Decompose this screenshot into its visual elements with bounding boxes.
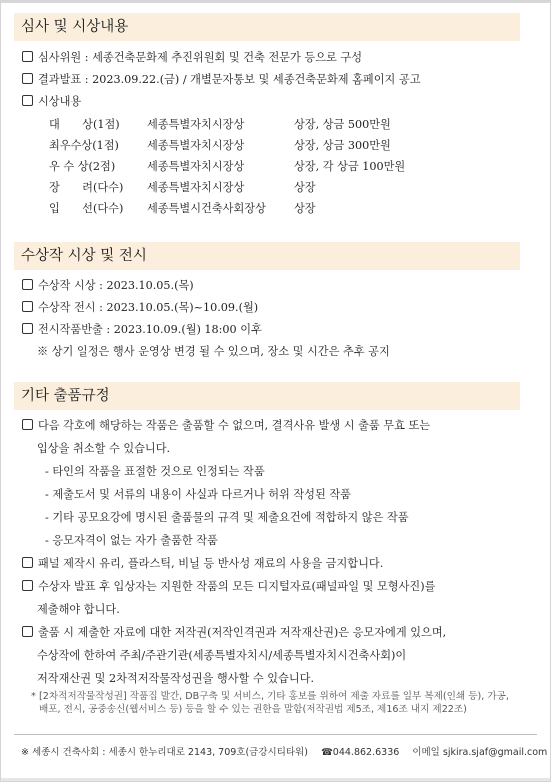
section-title-rules: 기타 출품규정: [14, 382, 520, 410]
checkbox-icon: [22, 51, 33, 62]
exhibition-bullet-return: 전시작품반출 : 2023.10.09.(월) 18:00 이후: [22, 322, 262, 338]
checkbox-icon: [22, 557, 33, 568]
exhibition-bullet-display: 수상작 전시 : 2023.10.05.(목)~10.09.(월): [22, 300, 258, 316]
checkbox-icon: [22, 323, 33, 334]
award-sponsor: 세종특별자치시장상: [147, 118, 245, 131]
bottom-border: [1, 778, 550, 781]
exhibition-note: ※ 상기 일정은 행사 운영상 변경 될 수 있으며, 장소 및 시간은 추후 공지: [37, 345, 390, 358]
copyright-footnote: [31, 691, 517, 716]
checkbox-icon: [22, 626, 33, 637]
footer-phone: ☎044.862.6336: [320, 747, 400, 758]
rules-bullet-materials: 패널 제작시 유리, 플라스틱, 비닐 등 반사성 재료의 사용을 금지합니다.: [22, 556, 383, 572]
footnote-mark: *: [31, 691, 36, 702]
footer-email[interactable]: 이메일 sjkira.sjaf@gmail.com: [412, 747, 548, 758]
rules-bullet-digital-cont: 제출해야 합니다.: [37, 603, 120, 616]
rules-bullet-copyright-cont: 수상작에 한하여 주최/주관기관(세종특별자치시/세종특별자치시건축사회)이: [37, 649, 407, 662]
exhibition-bullet-ceremony: 수상작 시상 : 2023.10.05.(목): [22, 278, 194, 294]
award-prize: 상장, 각 상금 100만원: [294, 160, 406, 173]
section-title-review: 심사 및 시상내용: [14, 13, 520, 41]
review-bullet-results: 결과발표 : 2023.09.22.(금) / 개별문자통보 및 세종건축문화제 홈페이지 공고: [22, 72, 421, 88]
rules-bullet-digital: 수상자 발표 후 입상자는 지원한 작품의 모든 디지털자료(패널파일 및 모형사진)를: [22, 579, 435, 595]
award-sponsor: 세종특별자치시장상: [147, 139, 245, 152]
award-sponsor: 세종특별시건축사회장상: [147, 202, 266, 215]
rules-sub-item: - 타인의 작품을 표절한 것으로 인정되는 작품: [45, 465, 265, 478]
award-name: 장 려(다수): [49, 181, 124, 194]
rules-bullet-copyright-cont: 저작재산권 및 2차적저작물작성권을 행사할 수 있습니다.: [37, 672, 315, 685]
award-name: 우 수 상(2점): [49, 160, 116, 173]
award-prize: 상장, 상금 300만원: [294, 139, 391, 152]
rules-sub-item: - 제출도서 및 서류의 내용이 사실과 다르거나 허위 작성된 작품: [45, 488, 351, 501]
footer-org: ※ 세종시 건축사회 : 세종시 한누리대로 2143, 709호(금강시티타워): [21, 747, 308, 758]
review-bullet-judges: 심사위원 : 세종건축문화제 추진위원회 및 건축 전문가 등으로 구성: [22, 50, 362, 66]
checkbox-icon: [22, 301, 33, 312]
award-name: 대 상(1점): [49, 118, 120, 131]
top-border: [1, 1, 550, 3]
award-sponsor: 세종특별자치시장상: [147, 181, 245, 194]
award-prize: 상장: [294, 202, 316, 215]
rules-bullet-ineligible: 다음 각호에 해당하는 작품은 출품할 수 없으며, 결격사유 발생 시 출품 무효 또는: [22, 418, 430, 434]
review-bullet-awards: 시상내용: [22, 94, 81, 110]
rules-bullet-ineligible-cont: 입상을 취소할 수 있습니다.: [37, 442, 171, 455]
award-name: 입 선(다수): [49, 202, 124, 215]
rules-sub-item: - 기타 공모요강에 명시된 출품물의 규격 및 제출요건에 적합하지 않은 작품: [45, 511, 409, 524]
footnote-text: [2차적저작물작성권] 작품집 발간, DB구축 및 서비스, 기타 홍보를 위하여 제출 자료를 일부 복제(인쇄 등), 가공, 배포, 전시, 공중송신(웹서비스 등) 등을 할 수 있는 권한을 말함(저작권법 제5조, 제16조 내지 제22조): [39, 691, 509, 715]
checkbox-icon: [22, 580, 33, 591]
footer-divider: [14, 734, 537, 735]
award-prize: 상장, 상금 500만원: [294, 118, 391, 131]
rules-sub-item: - 응모자격이 없는 자가 출품한 작품: [45, 534, 218, 547]
checkbox-icon: [22, 279, 33, 290]
award-sponsor: 세종특별자치시장상: [147, 160, 245, 173]
section-title-exhibition: 수상작 시상 및 전시: [14, 242, 520, 270]
footer-contact: [21, 744, 551, 758]
award-name: 최우수상(1점): [49, 139, 119, 152]
checkbox-icon: [22, 73, 33, 84]
award-prize: 상장: [294, 181, 316, 194]
checkbox-icon: [22, 95, 33, 106]
checkbox-icon: [22, 419, 33, 430]
rules-bullet-copyright: 출품 시 제출한 자료에 대한 저작권(저작인격권과 저작재산권)은 응모자에게 있으며,: [22, 625, 446, 641]
